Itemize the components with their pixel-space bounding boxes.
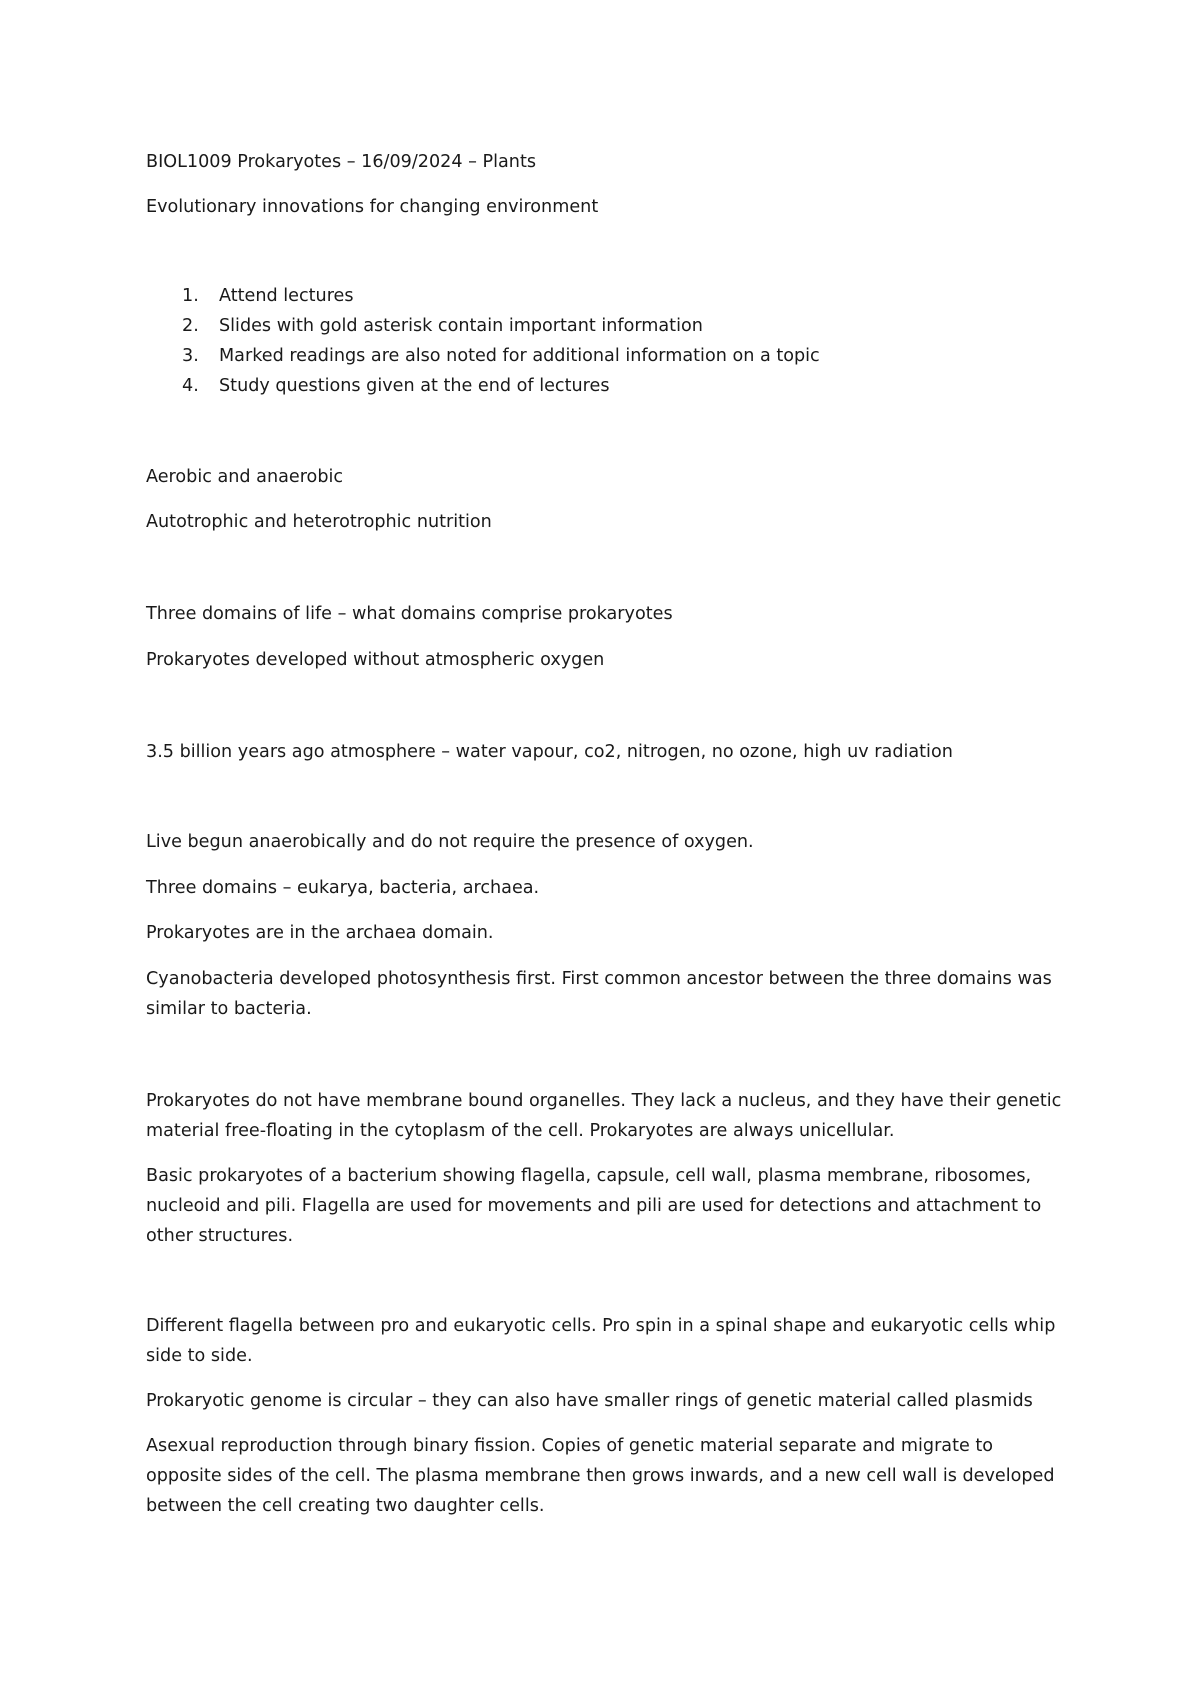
note-reproduction: Asexual reproduction through binary fission. Copies of genetic material separate and migrate to opposite sides of the cell. The plasma membrane then grows inwards, and a new cell wall is developed between the cell creating two daughter cells.	[146, 1436, 1055, 1516]
list-item-number: 1.	[182, 286, 199, 306]
list-item-number: 2.	[182, 316, 199, 336]
note-membrane: Prokaryotes do not have membrane bound organelles. They lack a nucleus, and they have their genetic material free-floating in the cytoplasm of the cell. Prokaryotes are always unicellular.	[146, 1091, 1062, 1141]
note-cyanobacteria: Cyanobacteria developed photosynthesis first. First common ancestor between the three domains was similar to bacteria.	[146, 969, 1052, 1019]
note-aerobic: Aerobic and anaerobic	[146, 467, 344, 487]
list-item-text: Marked readings are also noted for additional information on a topic	[219, 346, 820, 366]
note-live-begun: Live begun anaerobically and do not require the presence of oxygen.	[146, 832, 754, 852]
list-item-number: 4.	[182, 376, 199, 396]
list-item-text: Attend lectures	[219, 286, 354, 306]
note-three-domains-question: Three domains of life – what domains comprise prokaryotes	[146, 604, 673, 624]
note-three-domains: Three domains – eukarya, bacteria, archaea.	[146, 878, 540, 898]
list-item-text: Study questions given at the end of lectures	[219, 376, 610, 396]
list-item-text: Slides with gold asterisk contain important information	[219, 316, 703, 336]
note-basic-bacterium: Basic prokaryotes of a bacterium showing flagella, capsule, cell wall, plasma membrane, ribosomes, nucleoid and pili. Flagella are used for movements and pili are used for detections and attachment to other structures.	[146, 1166, 1042, 1246]
note-flagella: Different flagella between pro and eukaryotic cells. Pro spin in a spinal shape and eukaryotic cells whip side to side.	[146, 1316, 1056, 1366]
note-atmosphere: 3.5 billion years ago atmosphere – water vapour, co2, nitrogen, no ozone, high uv radiation	[146, 742, 953, 762]
note-autotrophic: Autotrophic and heterotrophic nutrition	[146, 512, 492, 532]
list-item-number: 3.	[182, 346, 199, 366]
document-title: BIOL1009 Prokaryotes – 16/09/2024 – Plants	[146, 152, 537, 172]
note-developed-without-oxygen: Prokaryotes developed without atmospheric oxygen	[146, 650, 605, 670]
note-genome: Prokaryotic genome is circular – they can also have smaller rings of genetic material called plasmids	[146, 1391, 1033, 1411]
note-archaea-domain: Prokaryotes are in the archaea domain.	[146, 923, 494, 943]
document-subtitle: Evolutionary innovations for changing environment	[146, 197, 599, 217]
